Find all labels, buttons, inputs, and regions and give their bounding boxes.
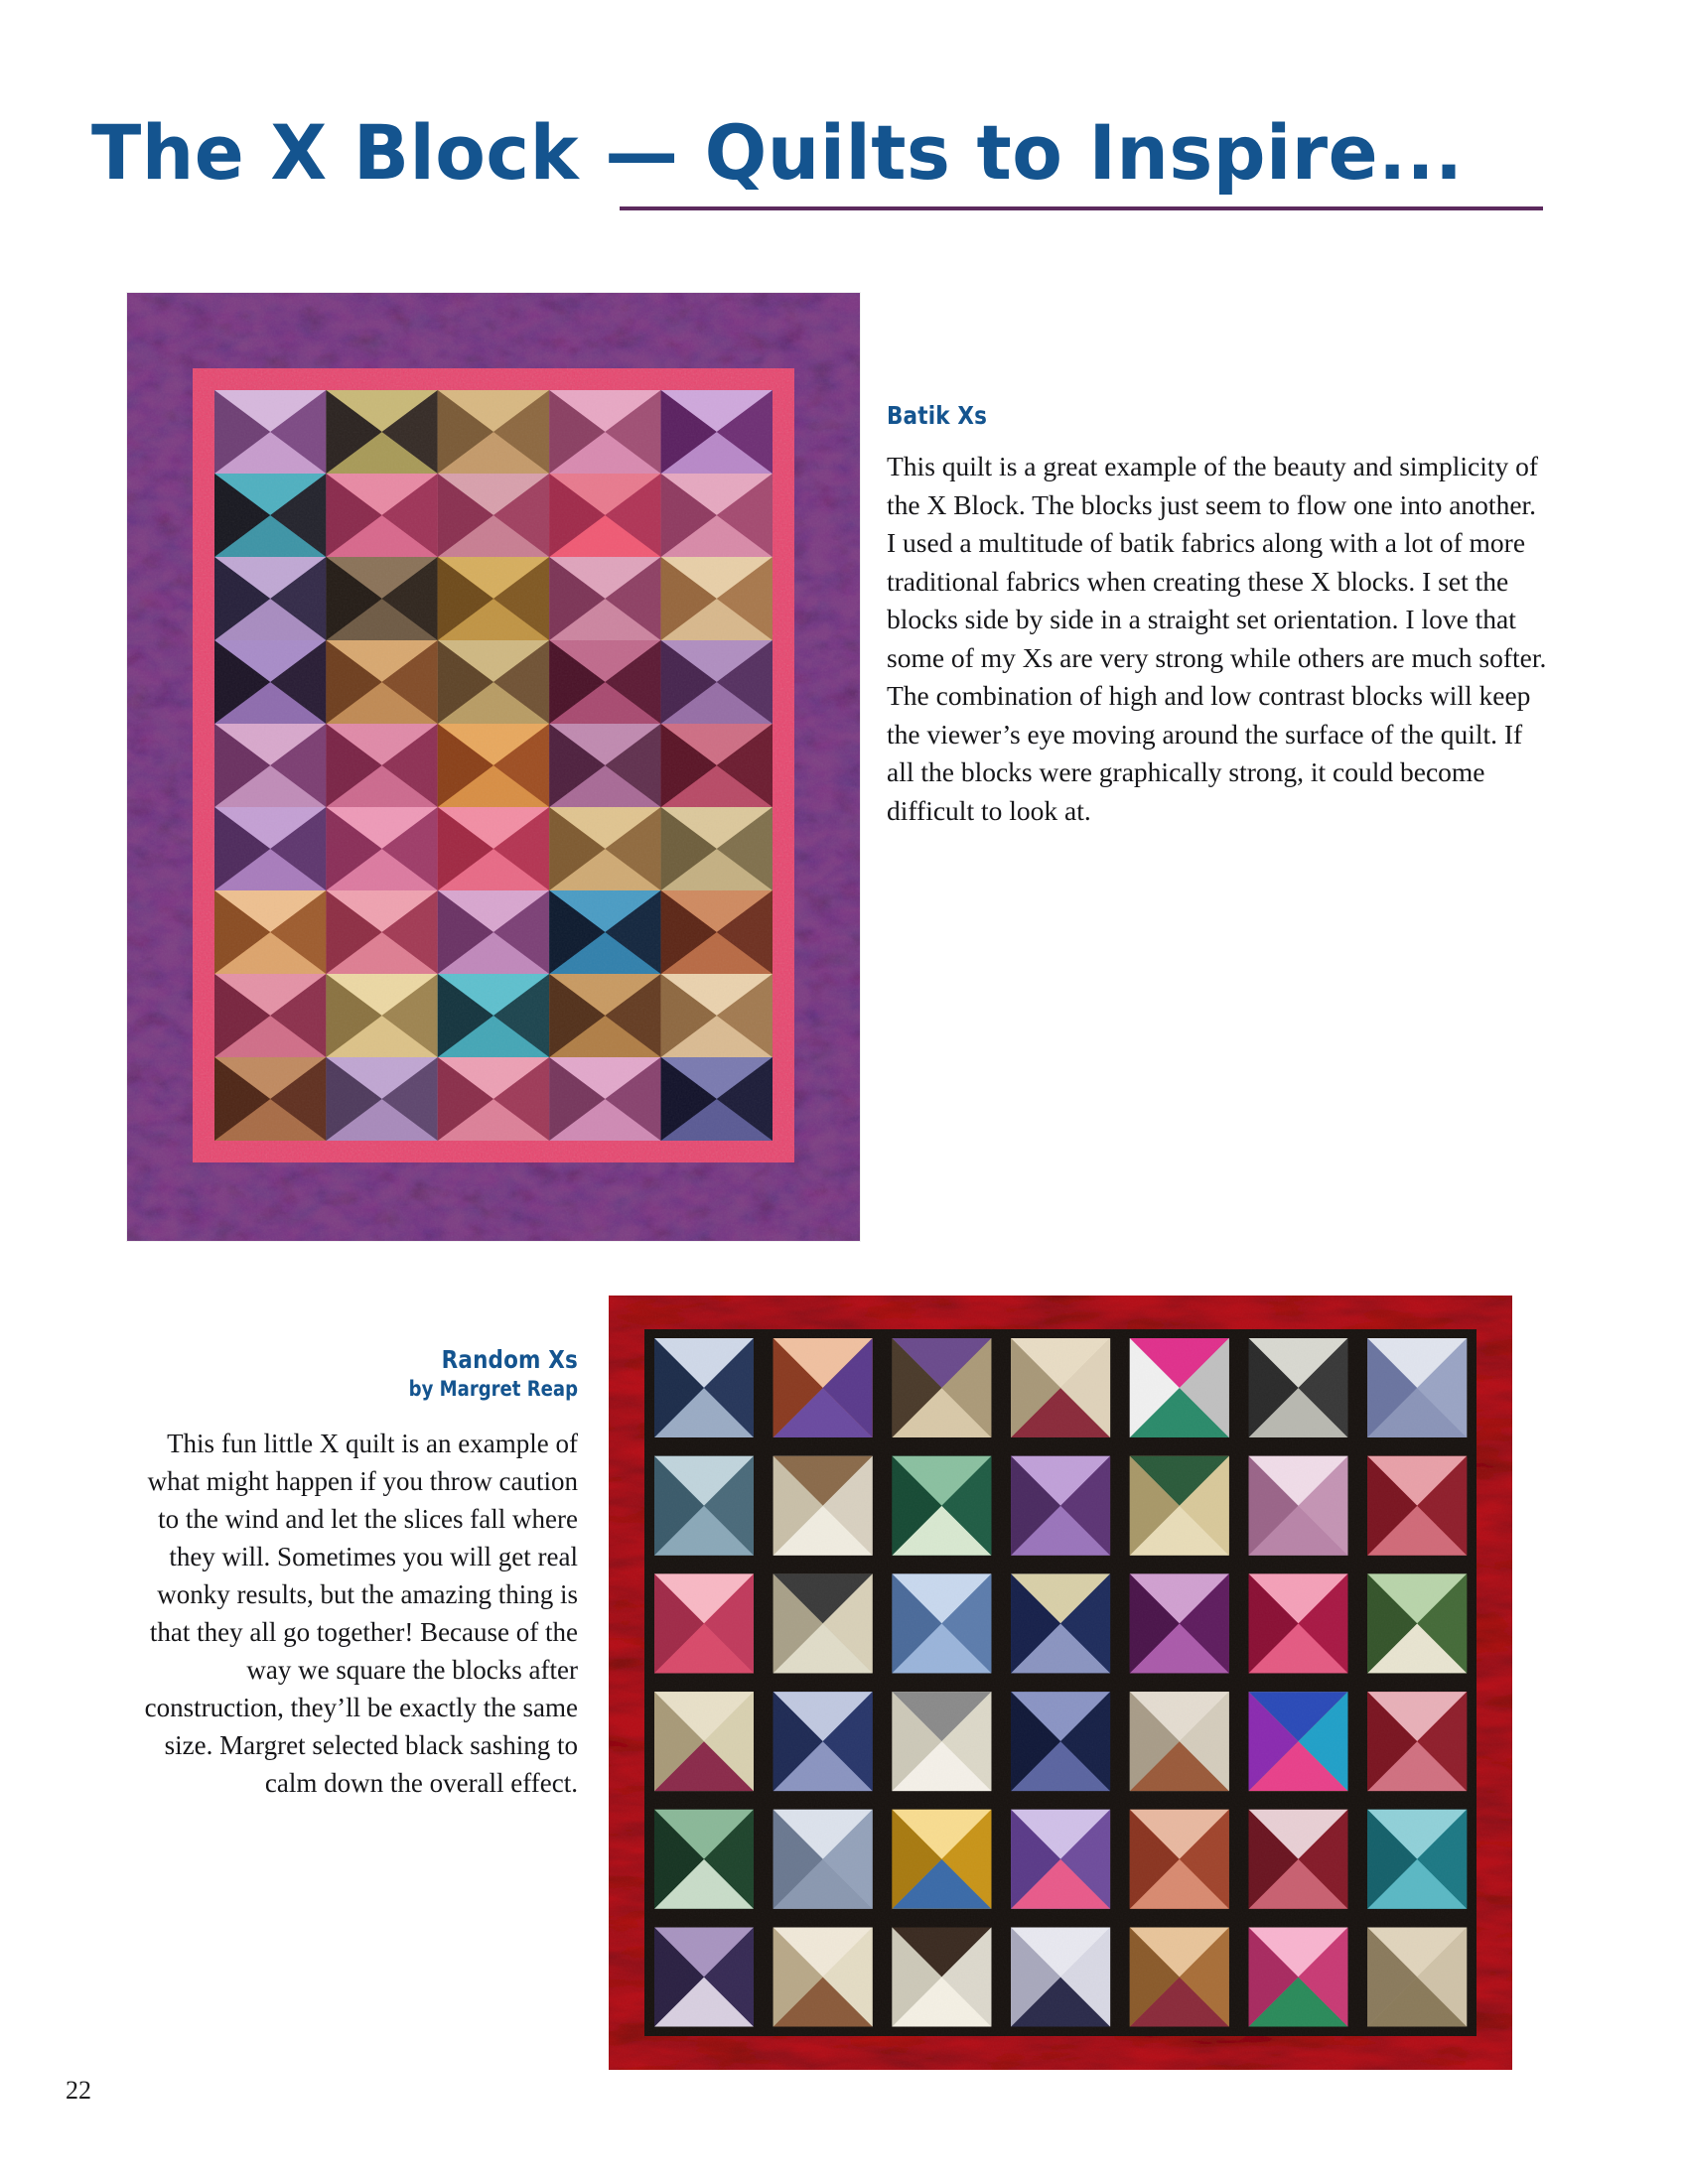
title-underline-rule (620, 206, 1543, 210)
random-xs-heading: Random Xs (441, 1345, 578, 1374)
random-xs-quilt-image (609, 1296, 1512, 2070)
random-xs-body: This fun little X quilt is an example of what might happen if you throw caution to the wind and let the slices fall where they will. Sometimes you will get real wonky results, but the amazing thing is that they all go together! Because of the way we square the blocks after construction, they’ll be exactly the same size. Margret selected black sashing to calm down the overall effect. (144, 1429, 578, 1798)
page-number: 22 (66, 2076, 91, 2105)
batik-xs-text-column (887, 401, 1552, 830)
random-xs-text-column (129, 1345, 578, 1802)
batik-xs-heading: Batik Xs (887, 401, 988, 430)
batik-xs-quilt-image (127, 293, 860, 1241)
random-xs-byline: by Margret Reap (408, 1377, 578, 1401)
batik-xs-body: This quilt is a great example of the beauty and simplicity of the X Block. The blocks just seem to flow one into another. I used a multitude of batik fabrics along with a lot of more traditional fabrics when creating these X blocks. I set the blocks side by side in a straight set orientation. I love that some of my Xs are very strong while others are much softer. The combination of high and low contrast blocks will keep the viewer’s eye moving around the surface of the quilt. If all the blocks were graphically strong, it could become difficult to look at. (887, 451, 1547, 826)
page-title: The X Block — Quilts to Inspire... (91, 108, 1464, 197)
page-title-block (91, 107, 1501, 226)
